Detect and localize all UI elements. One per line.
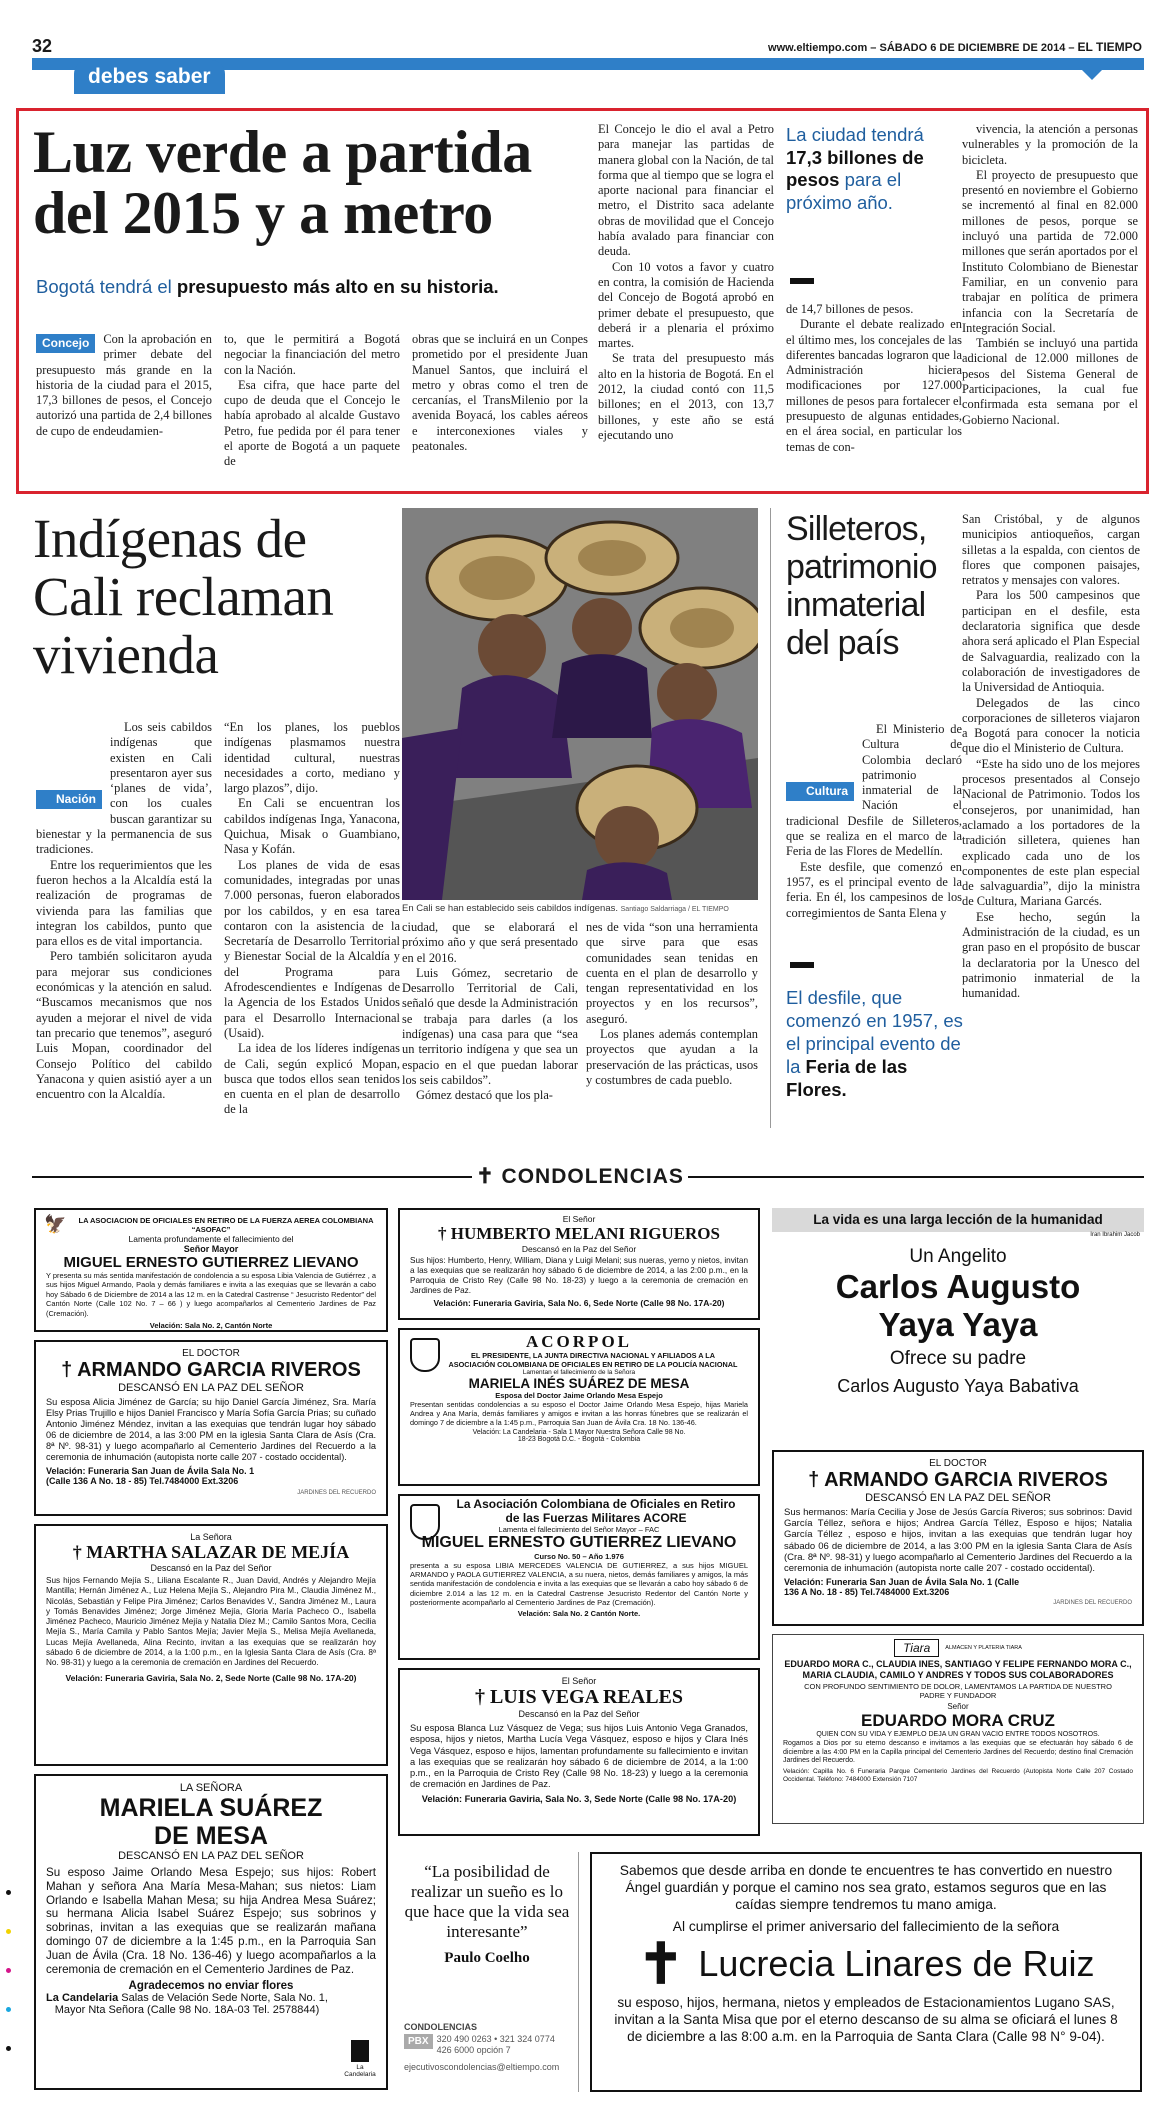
coelho-quote: “La posibilidad de realizar un sueño es lo que hace que la vida sea interesante” <box>404 1862 570 1941</box>
paragraph: El proyecto de presupuesto que presentó en noviembre el Gobierno se incrementó al final en 82.000 millones de pesos, porque se incluyó una partida de 72.000 millones que serán aportados por el Instituto Colombiano de Bienestar Familiar, en un convenio para trabajar en política de primera infancia con la Secretaría de Integración Social. <box>962 167 1138 335</box>
notice-melani <box>398 1208 760 1320</box>
linares-intro: Sabemos que desde arriba en donde te encuentres te has convertido en nuestro Ángel guardián y porque el camino nos sea grato, estamos seguros que en las caídas siempre tendremos tu mano amiga. <box>619 1863 1113 1912</box>
lead-headline <box>33 119 532 246</box>
registration-marks <box>6 1890 14 2090</box>
suarez-vel-b: Salas de Velación Sede Norte, Sala No. 1, Mayor Nta Señora (Calle 98 No. 18A-03 Tel. 2578844) <box>54 1992 328 2017</box>
paragraph: La idea de los líderes indígenas de Cali, según explicó Mopan, busca que todos ellos sean tenidos en cuenta en el plan de desarrollo de la <box>224 1041 400 1117</box>
suarez-sub: DESCANSÓ EN LA PAZ DEL SEÑOR <box>118 1850 304 1862</box>
melani-sub: Descansó en la Paz del Señor <box>521 1244 637 1254</box>
paragraph: nes de vida “son una herramienta que sirve para que esas comunidades sean tenidas en cuenta en el plan de desarrollo y tengan representatividad en los proyectos y en los recursos”, aseguró. <box>586 920 758 1026</box>
site-date: www.eltiempo.com – SÁBADO 6 DE DICIEMBRE DE 2014 – <box>768 42 1075 54</box>
silleteros-pull-quote <box>786 986 964 1101</box>
linares-text: su esposo, hijos, hermana, nietos y empleados de Estacionamientos Lugano SAS, invitan a la Santa Misa que por el eterno descanso de su alma se oficiará el lunes 8 de diciembre a las 8:00 a.m. en la Parroquia de Santa Clara (Calle 98 N° 9-04). <box>614 1995 1118 2044</box>
salazar-name <box>36 1542 386 1563</box>
reg-dot-cyan <box>6 2007 11 2012</box>
reg-dot-magenta <box>6 1968 11 1973</box>
acore-text: presenta a su esposa LIBIA MERCEDES VALENCIA DE GUTIERREZ, a sus hijos MIGUEL ARMANDO y PAOLA GUTIERREZ VALENCIA, a su nuera, nietos, demás familiares y amigos, la más sentida manifestación de condolencia e invita a las exequias que se llevarán a cabo hoy sábado 6 de diciembre 2.014 a las 12 m. en la Catedral Castrense Jesucristo Redentor del Cantón Norte y posteriormente acompañarlo al Cementerio Jardines de Paz (Cremación). <box>410 1561 748 1607</box>
suarez-vel-a: La Candelaria <box>46 1992 119 2005</box>
yaya-father: Carlos Augusto Yaya Babativa <box>837 1376 1079 1396</box>
contact-phones-row <box>404 2034 580 2056</box>
header-marker-icon <box>1082 70 1102 80</box>
contact-phones <box>437 2034 555 2056</box>
yaya-name-1: Carlos Augusto <box>835 1268 1081 1305</box>
acore-name: MIGUEL ERNESTO GUTIERREZ LIEVANO <box>421 1534 737 1551</box>
salazar-sub: Descansó en la Paz del Señor <box>150 1563 272 1573</box>
yaya-banner-author: Iran Ibrahim Jacob <box>1090 1232 1140 1238</box>
mora-motto: QUIEN CON SU VIDA Y EJEMPLO DEJA UN GRAN VACIO ENTRE TODOS NOSOTROS. <box>816 1731 1100 1738</box>
paragraph: “Este ha sido uno de los mejores procesos presentados al Consejo Nacional de Patrimonio. Todos los consejeros, por unanimidad, han aclamado a los portadores de la tradición silletera, quienes han explicado cada uno de los componentes de este plan especial de salvaguardia”, dijo la ministra de Cultura, Mariana Garcés. <box>962 756 1140 909</box>
paragraph: Gómez destacó que los pla- <box>416 1088 553 1103</box>
pbx-label: PBX <box>404 2034 433 2049</box>
lead-quote-b: 17,3 billones de pesos <box>786 146 924 190</box>
asofac-acronym: “ASOFAC” <box>191 1225 231 1234</box>
vega-sub: Descansó en la Paz del Señor <box>518 1709 640 1719</box>
lead-quote-a: La ciudad tendrá <box>786 124 924 145</box>
acorpol-org: ACORPOL <box>526 1332 632 1351</box>
tiara-logo-mark: Tiara <box>894 1639 939 1657</box>
vega-vel: Velación: Funeraria Gaviria, Sala No. 3, Sede Norte (Calle 98 No. 17A-20) <box>421 1793 737 1804</box>
asofac-org: LA ASOCIACION DE OFICIALES EN RETIRO DE LA FUERZA AEREA COLOMBIANA <box>78 1216 374 1225</box>
suarez-text: Su esposo Jaime Orlando Mesa Espejo; sus hijos: Robert Mahan y señora Ana María Mesa-Mahan; sus nietos: Liam Orlando e Isabella Mahan Mesa; su hija Andrea Mesa Suárez; su hermana Alicia Isabel Suárez Espejo; sus sobrinos y sobrinas, invitan a las exequias que se realizarán mañana domingo 07 de diciembre a la 1:45 p.m., en la Parroquia San Juan de Ávila (Cra. 18 No. 136-46) y luego acompañarlos a la ceremonia de cremación en el Cementerio Jardines de Paz. <box>46 1866 376 1976</box>
notice-mora <box>772 1634 1144 1824</box>
acore-vel: Velación: Sala No. 2 Cantón Norte. <box>517 1609 641 1619</box>
paragraph: Esa cifra, que hace parte del cupo de deuda que el Concejo le había aprobado al alcalde Gustavo Petro, fue pedida por él para tener el aporte de Bogotá a un paquete de <box>224 377 400 469</box>
paragraph: Cultura El Ministerio de Cultura de Colombia declaró patrimonio inmaterial de la Nación el tradicional Desfile de Silleteros, que se realiza en el marco de la Feria de las Flores de Medellín. <box>786 722 962 859</box>
jardines-logo: JARDINES DEL RECUERDO <box>297 1490 376 1496</box>
silleteros-col-2 <box>962 512 1140 1124</box>
paragraph: vivencia, la atención a personas vulnerables y la promoción de la bicicleta. <box>962 122 1138 167</box>
lead-col-3 <box>412 332 588 482</box>
acorpol-vel: Velación: La Candelaria - Sala 1 Mayor Nuestra Señora Calle 98 No. 18-23 Bogotá D.C. - Bogotá - Colombia <box>472 1429 686 1444</box>
suarez-vel <box>36 1992 386 2016</box>
silleteros-quote-b: Feria de las Flores. <box>786 1056 908 1100</box>
asofac-text: Y presenta su más sentida manifestación de condolencia a su esposa Libia Valencia de Gutiérrez , a sus hijos Miguel Armando, Paola y demás familiares e invita a las exequias que se llevarán a cabo hoy Sábado 6 de Diciembre de 2014 a las 12 m. en la Catedral Castrense “ Jesucristo Redentor” del Cantón Norte (Calle 102 No. 7 – 66 ) y luego acompañarlos al Cementerio Jardines de Paz (Cremación). <box>46 1271 376 1318</box>
acorpol-name: MARIELA INÉS SUÁREZ DE MESA <box>468 1376 690 1392</box>
mora-text: Rogamos a Dios por su eterno descanso e invitamos a las exequias que se efectuarán hoy sábado 6 de diciembre a las 4:00 PM en la Capilla principal del Cementerio Jardines del Recuerdo; destino final Cremación Jardines del Recuerdo. <box>783 1740 1133 1764</box>
candelaria-logo <box>342 2040 378 2078</box>
suarez-flores: Agradecemos no enviar flores <box>128 1980 294 1993</box>
lead-col-1 <box>36 332 212 482</box>
acore-org: La Asociación Colombiana de Oficiales en Retiro de las Fuerzas Militares ACORE <box>456 1497 736 1525</box>
lead-quote-c: para el próximo año. <box>786 169 902 213</box>
tiara-logo <box>773 1639 1143 1657</box>
coelho-author: Paulo Coelho <box>444 1950 530 1966</box>
paragraph: Se trata del presupuesto más alto en la historia de Bogotá. En el 2012, la ciudad contó con 11,5 billones; en el 2013, con 13,7 billones, y este año se está ejecutando uno <box>598 351 774 442</box>
section-tab-label: debes saber <box>88 65 211 88</box>
page-number: 32 <box>32 36 53 56</box>
yaya-name-2: Yaya Yaya <box>878 1306 1038 1343</box>
condolencias-title <box>470 1164 690 1189</box>
indigenas-caption <box>402 903 758 914</box>
notice-salazar <box>34 1524 388 1766</box>
indigenas-col-1 <box>36 720 212 1120</box>
melani-label: El Señor <box>562 1214 596 1224</box>
paragraph: Para los 500 campesinos que participan en el desfile, esta declaratoria significa que desde ahora será aplicado el Plan Especial de Salvaguardia, realizado con la colaboración de investigadores de la Universidad de Antioquia. <box>962 588 1140 695</box>
melani-text: Sus hijos: Humberto, Henry, William, Diana y Luigi Melani; sus nueras, yerno y nietos, invitan a las exequias que se realizarán hoy sábado 6 de diciembre de 2014, a las 2:00 p.m., en la Parroquia de Cristo Rey (Calle 98 No. 18-23) y luego a la ceremonia de cremación en Jardines de Paz. <box>410 1256 748 1295</box>
notice-garcia-1 <box>34 1340 388 1516</box>
garcia1-name <box>36 1359 386 1382</box>
acore-course: Curso No. 50 – Año 1.976 <box>534 1552 624 1561</box>
lead-quote-dash <box>790 278 814 284</box>
paper-name: EL TIEMPO <box>1077 40 1142 54</box>
paragraph: Los planes de vida de esas comunidades, integradas por unas 7.000 personas, fueron elaborados por los cabildos, y en esa tarea contaron con la asistencia de la Secretaría de Desarrollo Territorial y Bienestar Social de la Alcaldía y del Programa para Afrodescendientes e Indígenas de la Agencia de los Estados Unidos para el Desarrollo Internacional (Usaid). <box>224 857 400 1040</box>
vega-name-text: LUIS VEGA REALES <box>489 1686 684 1708</box>
masthead-line <box>768 40 1142 54</box>
caption-text: En Cali se han establecido seis cabildos indígenas. <box>402 903 618 914</box>
garcia1-text: Su esposa Alicia Jiménez de García; su hijo Daniel García Jiménez, Sra. María Elsy Prias Trujillo e hijos Daniel Francisco y María Sofía García Prias; su cuñado Antonio Jiménez Méndez, invitan a las exequias que tendrán lugar hoy sábado 06 de diciembre de 2014, a las 3:00 PM en la iglesia Santa Clara de Asís (Cra. 8ª Nº. 98-31) y luego acompañarlo al Cementerio Jardines del Recuerdo a la ceremonia de inhumación (autopista norte calle 207 - costado occidental). <box>46 1397 376 1462</box>
vega-text: Su esposa Blanca Luz Vásquez de Vega; sus hijos Luis Antonio Vega Granados, esposa, hijos y nietos, Martha Lucía Vega Vásquez, esposo e hijos y Clara Inés Vega Vásquez, esposo e hijos, lamentan profundamente su fallecimiento e invitan a las exequias que se realizarán hoy sábado 6 de diciembre de 2014, a la 1:00 p.m., en la Parroquia de Cristo Rey (Calle 98 No. 18-23) y luego a la ceremonia de cremación en Jardines de Paz. <box>410 1723 748 1790</box>
quote-coelho <box>398 1844 576 2018</box>
salazar-label: La Señora <box>190 1532 232 1542</box>
acore-lamenta: Lamenta el fallecimiento del Señor Mayor – FAC <box>498 1525 660 1534</box>
lead-col-2 <box>224 332 400 482</box>
linares-anniv: Al cumplirse el primer aniversario del fallecimiento de la señora <box>672 1919 1060 1934</box>
notice-linares <box>590 1852 1142 2092</box>
mora-sentiment: CON PROFUNDO SENTIMIENTO DE DOLOR, LAMENTAMOS LA PARTIDA DE NUESTRO PADRE Y FUNDADOR <box>804 1682 1112 1700</box>
notice-vega <box>398 1668 760 1836</box>
mora-label: Señor <box>947 1702 969 1711</box>
condolencias-rule-left <box>32 1176 472 1178</box>
notice-garcia-2 <box>772 1450 1144 1626</box>
cross-icon: ✝ <box>476 1165 502 1188</box>
lead-col-5 <box>786 302 962 482</box>
candelaria-logo-icon <box>351 2040 369 2062</box>
melani-vel: Velación: Funeraria Gaviria, Sala No. 6, Sede Norte (Calle 98 No. 17A-20) <box>433 1298 725 1308</box>
paragraph: San Cristóbal, y de algunos municipios antioqueños, cargan silletas a la espalda, con cientos de flores que componen paisajes, retratos y mensajes con valores. <box>962 512 1140 588</box>
garcia1-label: EL DOCTOR <box>182 1348 240 1359</box>
vega-label: El Señor <box>561 1676 597 1686</box>
indigenas-photo <box>402 508 758 900</box>
melani-name-text: HUMBERTO MELANI RIGUEROS <box>450 1224 720 1243</box>
paragraph: Luis Gómez, secretario de Desarrollo Territorial de Cali, señaló que desde la Administración se trabaja para darles (a los indígenas) una casa para que “sea un territorio indígena y que sea un espacio en el que puedan laborar los seis cabildos”. <box>402 965 578 1087</box>
acorpol-head: EL PRESIDENTE, LA JUNTA DIRECTIVA NACIONAL Y AFILIADOS A LA ASOCIACIÓN COLOMBIANA DE OFICIALES EN RETIRO DE LA POLICÍA NACIONAL <box>448 1351 738 1369</box>
garcia1-vel: Velación: Funeraria San Juan de Ávila Sala No. 1 (Calle 136 A No. 18 - 85) Tel.7484000 Ext.3206 <box>46 1466 255 1486</box>
acorpol-text: Presentan sentidas condolencias a su esposo el Doctor Jaime Orlando Mesa Espejo, hijas Mariela Andrea y Ana María, demás familiares y amigos e invitan a las honras fúnebres que se realizarán el domingo 7 de diciembre a la 1:45 p.m., Parroquia San Juan de Ávila Cra. 18 No. 136-46. <box>410 1400 748 1428</box>
lead-deck-plain: Bogotá tendrá el <box>36 276 172 297</box>
silleteros-headline: Silleteros, patrimonio inmaterial del país <box>786 510 937 662</box>
suarez-label: LA SEÑORA <box>179 1782 243 1794</box>
contact-phones-text: 320 490 0263 • 321 324 0774 <box>436 2034 555 2044</box>
paragraph: “En los planes, los pueblos indígenas plasmamos nuestra identidad cultural, nuestras necesidades a corto, mediano y largo plazos”, dijo. <box>224 720 400 796</box>
salazar-text: Sus hijos Fernando Mejía S., Liliana Escalante R., Juan David, Andrés y Alejandro Mejía Mantilla; Hernán Jiménez A., Luz Helena Mejía S., Alejandro Pira M., Claudia Jiménez M., Nicolás, Sebastián y Felipe Pira Jiménez; Carlos Benavides V., Sandra Jiménez M., Laura y Tomás Benavides Jiménez; Jorge Jiménez Mejía, Gloria María Pacheco O., Isabella Jiménez Pacheco, Mauricio Jiménez Mejía y Natalia Díez M.; Camilo Santos Mora, Cecilia Mejía S., María Camila y Pablo Santos Mejía; Javier Mejía S., Melisa Mejía Avellaneda, Lucas Mejía Avellaneda, Alina Recinto, invitan a las exequias que se realizarán hoy sábado 6 de diciembre de 2014, a la 1:00 p.m., en la Iglesia Santa Clara de Asís (Cra. 8ª No. 98-31) y luego a la ceremonia de cremación en Jardines del Recuerdo. <box>46 1576 376 1668</box>
notice-yaya <box>772 1208 1144 1444</box>
tag-cultura: Cultura <box>786 782 854 801</box>
yaya-offer: Ofrece su padre <box>889 1348 1027 1369</box>
contact-box <box>404 2022 580 2092</box>
lead-pull-quote <box>786 124 956 214</box>
yaya-banner <box>772 1208 1144 1232</box>
acore-shield-icon <box>410 1504 440 1540</box>
tag-nacion: Nación <box>36 790 102 809</box>
paragraph: ciudad, que se elaborará el próximo año y que será presentado en el 2016. <box>402 920 578 965</box>
linares-name-row <box>592 1932 1140 1995</box>
yaya-angel: Un Angelito <box>909 1246 1007 1267</box>
silleteros-quote-dash <box>790 962 814 968</box>
reg-dot-yellow <box>6 1929 11 1934</box>
asofac-eagle-icon: 🦅 <box>44 1214 67 1234</box>
reg-dot-black-2 <box>6 2046 11 2051</box>
garcia2-vel: Velación: Funeraria San Juan de Ávila Sala No. 1 (Calle 136 A No. 18 - 85) Tel.7484000 Ext.3206 <box>784 1577 1020 1598</box>
mora-name: EDUARDO MORA CRUZ <box>861 1711 1055 1730</box>
garcia2-name <box>774 1469 1142 1492</box>
suarez-name-1: MARIELA SUÁREZ <box>99 1794 323 1822</box>
mora-vel: Velación: Capilla No. 6 Funeraria Parque Cementerio Jardines del Recuerdo (Autopista Norte Calle 207 Costado Occidental. Teléfono: 7484000 Extensión 7107 <box>783 1767 1133 1783</box>
silleteros-quote-a: El desfile, que comenzó en 1957, es el principal evento de la <box>786 987 963 1077</box>
lead-col-1-text: Con la aprobación en primer debate del presupuesto más grande en la historia de la ciudad para el 2015, 17,3 billones de pesos, el Concejo autorizó una partida de 2,4 billones de cupo de endeudamien- <box>36 332 212 438</box>
paragraph: Durante el debate realizado en el último mes, los concejales de las diferentes bancadas lograron que la Administración hiciera modificaciones por 127.000 millones de pesos para fortalecer el presupuesto de algunas entidades, en el área social, en particular los temas de con- <box>786 317 962 454</box>
lead-col-6 <box>962 122 1138 482</box>
indigenas-headline: Indígenas de Cali reclaman vivienda <box>33 508 334 685</box>
cross-icon: † <box>61 1359 78 1381</box>
asofac-vel: Velación: Sala No. 2, Cantón Norte <box>149 1321 273 1331</box>
candelaria-logo-text: La Candelaria <box>344 2064 376 2078</box>
notice-asofac <box>34 1208 388 1332</box>
acorpol-lamenta: Lamentan el fallecimiento de la Señora <box>522 1369 636 1377</box>
indigenas-col-2 <box>224 720 400 1120</box>
yaya-banner-text: La vida es una larga lección de la humanidad <box>813 1212 1103 1227</box>
notice-acorpol <box>398 1328 760 1486</box>
paragraph: En Cali se encuentran los cabildos indígenas Inga, Yanacona, Quichua, Misak o Guambiano, Nasa y Kofán. <box>224 796 400 857</box>
garcia1-name-text: ARMANDO GARCIA RIVEROS <box>77 1359 361 1381</box>
asofac-lamenta: Lamenta profundamente el fallecimiento del <box>128 1234 294 1244</box>
tag-concejo: Concejo <box>36 334 95 353</box>
silleteros-col-1-paras <box>786 722 962 921</box>
paragraph: Ese hecho, según la Administración de la ciudad, es un gran paso en el propósito de buscar la declaratoria por la Unesco del patrimonio inmaterial de la humanidad. <box>962 909 1140 1001</box>
indigenas-col-1-p1: Nación Los seis cabildos indígenas que existen en Cali presentaron ayer sus ‘planes de vida’, con los cuales buscan garantizar su bienestar y la permanencia de sus tradiciones. <box>36 720 212 857</box>
jardines-logo-2: JARDINES DEL RECUERDO <box>1053 1600 1132 1606</box>
lead-headline-line2: del 2015 y a metro <box>33 180 493 246</box>
paragraph: Pero también solicitaron ayuda para mejorar sus condiciones económicas y la atención en salud. “Buscamos mecanismos que nos ayuden a mejorar el nivel de vida tan precario que tenemos”, aseguró Luis Mopan, coordinador del Consejo Político del cabildo Yanacona y quien asistió ayer a un encuentro con la Alcaldía. <box>36 949 212 1102</box>
lead-headline-line1: Luz verde a partida <box>33 119 532 185</box>
cross-icon: † <box>808 1469 825 1491</box>
contact-ext: 426 6000 opción 7 <box>436 2045 511 2055</box>
paragraph: Con 10 votos a favor y cuatro en contra, la comisión de Hacienda del Concejo de Bogotá aprobó en primer debate el presupuesto, que deberá ir a plenaria el próximo martes. <box>598 259 774 351</box>
acorpol-sub: Esposa del Doctor Jaime Orlando Mesa Espejo <box>495 1391 663 1401</box>
lead-deck-bold: presupuesto más alto en su historia. <box>176 276 499 297</box>
indigenas-col-4 <box>586 920 758 1120</box>
asofac-title: Señor Mayor <box>183 1244 239 1254</box>
garcia2-sub: DESCANSÓ EN LA PAZ DEL SEÑOR <box>865 1492 1051 1504</box>
indigenas-col-3 <box>402 920 578 1120</box>
paragraph: Los planes además contemplan proyectos que ayudan a la preservación de las prácticas, usos y costumbres de cada pueblo. <box>586 1027 758 1087</box>
women-in-hats-illustration <box>402 508 758 900</box>
paragraph: de 14,7 billones de pesos. <box>786 302 914 316</box>
paragraph: El Concejo le dio el aval a Petro para manejar las partidas de manera global con la Nación, de tal forma que al tiempo que se logra el aporte nacional para financiar el metro, el Distrito saca adelante obras de movilidad que el Concejo había avalado para financiar con deuda. <box>598 122 774 259</box>
asofac-name: MIGUEL ERNESTO GUTIERREZ LIEVANO <box>63 1254 359 1271</box>
garcia1-sub: DESCANSÓ EN LA PAZ DEL SEÑOR <box>118 1382 304 1394</box>
cross-icon: † <box>474 1686 490 1708</box>
salazar-name-text: MARTHA SALAZAR DE MEJÍA <box>86 1542 350 1562</box>
condolencias-title-text: CONDOLENCIAS <box>501 1165 684 1188</box>
melani-name <box>400 1224 758 1244</box>
silleteros-col-1 <box>786 722 962 972</box>
vega-name <box>400 1686 758 1709</box>
mora-families: EDUARDO MORA C., CLAUDIA INES, SANTIAGO Y FELIPE FERNANDO MORA C., MARIA CLAUDIA, CAMILO Y ANDRES Y TODOS SUS COLABORADORES <box>784 1659 1132 1680</box>
linares-name: Lucrecia Linares de Ruiz <box>698 1943 1095 1984</box>
tiara-logo-sub: ALMACEN Y PLATERIA TIARA <box>945 1645 1022 1651</box>
garcia2-label: EL DOCTOR <box>929 1458 987 1469</box>
notice-suarez <box>34 1774 388 2090</box>
cross-icon: ✝ <box>637 1932 685 1995</box>
garcia2-name-text: ARMANDO GARCIA RIVEROS <box>824 1469 1108 1491</box>
paragraph: Delegados de las cinco corporaciones de silleteros viajaron a Bogotá para conocer la noticia que dio el Ministerio de Cultura. <box>962 695 1140 756</box>
notice-acore <box>398 1494 760 1660</box>
paragraph: obras que se incluirá en un Conpes prometido por el presidente Juan Manuel Santos, que incluirá el metro y obras como el tren de cercanías, el TransMilenio por la avenida Boyacá, los cables aéreos e interconexiones viales y peatonales. <box>412 332 588 454</box>
reg-dot-black <box>6 1890 11 1895</box>
paragraph: to, que le permitirá a Bogotá negociar la financiación del metro con la Nación. <box>224 332 400 377</box>
garcia2-text: Sus hermanos: María Cecilia y Jose de Jesús García Riveros; sus sobrinos: David García Téllez, señora e hijos; Andrea García Téllez, Esposo e hijos; Natalia García Téllez , esposo e hijos, invitan a las exequias que tendrán lugar hoy sábado 06 de diciembre de 2014, a las 3:00 PM en la iglesia Santa Clara de Asís (Cra. 8ª Nº. 98-31) y luego acompañarlo al Cementerio Jardines del Recuerdo a la ceremonia de inhumación (autopista norte calle 207 - costado occidental). <box>784 1507 1132 1575</box>
lead-col-4 <box>598 122 774 482</box>
cross-icon: † <box>438 1224 451 1243</box>
cross-icon: † <box>72 1542 87 1562</box>
acorpol-shield-icon <box>410 1338 440 1372</box>
section-tab <box>74 60 225 94</box>
paragraph: Este desfile, que comenzó en 1957, es el principal evento de la feria. En él, los campesinos de los corregimientos de Santa Elena y <box>786 859 962 920</box>
photo-credit: Santiago Saldarriaga / EL TIEMPO <box>620 906 729 913</box>
condolencias-rule-right <box>688 1176 1144 1178</box>
column-divider <box>770 508 771 1128</box>
contact-email[interactable]: ejecutivoscondolencias@eltiempo.com <box>404 2062 560 2072</box>
salazar-vel: Velación: Funeraria Gaviria, Sala No. 2, Sede Norte (Calle 98 No. 17A-20) <box>65 1672 357 1683</box>
lead-deck <box>36 276 499 298</box>
contact-title: CONDOLENCIAS <box>404 2022 478 2032</box>
paragraph: También se incluyó una partida adicional de 12.000 millones de pesos del Sistema General de Participaciones, la cual fue confirmada esta semana por el Gobierno Nacional. <box>962 336 1138 427</box>
suarez-name-2: DE MESA <box>154 1822 268 1850</box>
paragraph: Entre los requerimientos que les fueron hechos a la Alcaldía está la realización de programas de vivienda para las familias que integran los cabildos, punto que para ellos es de vital importancia. <box>36 857 212 949</box>
